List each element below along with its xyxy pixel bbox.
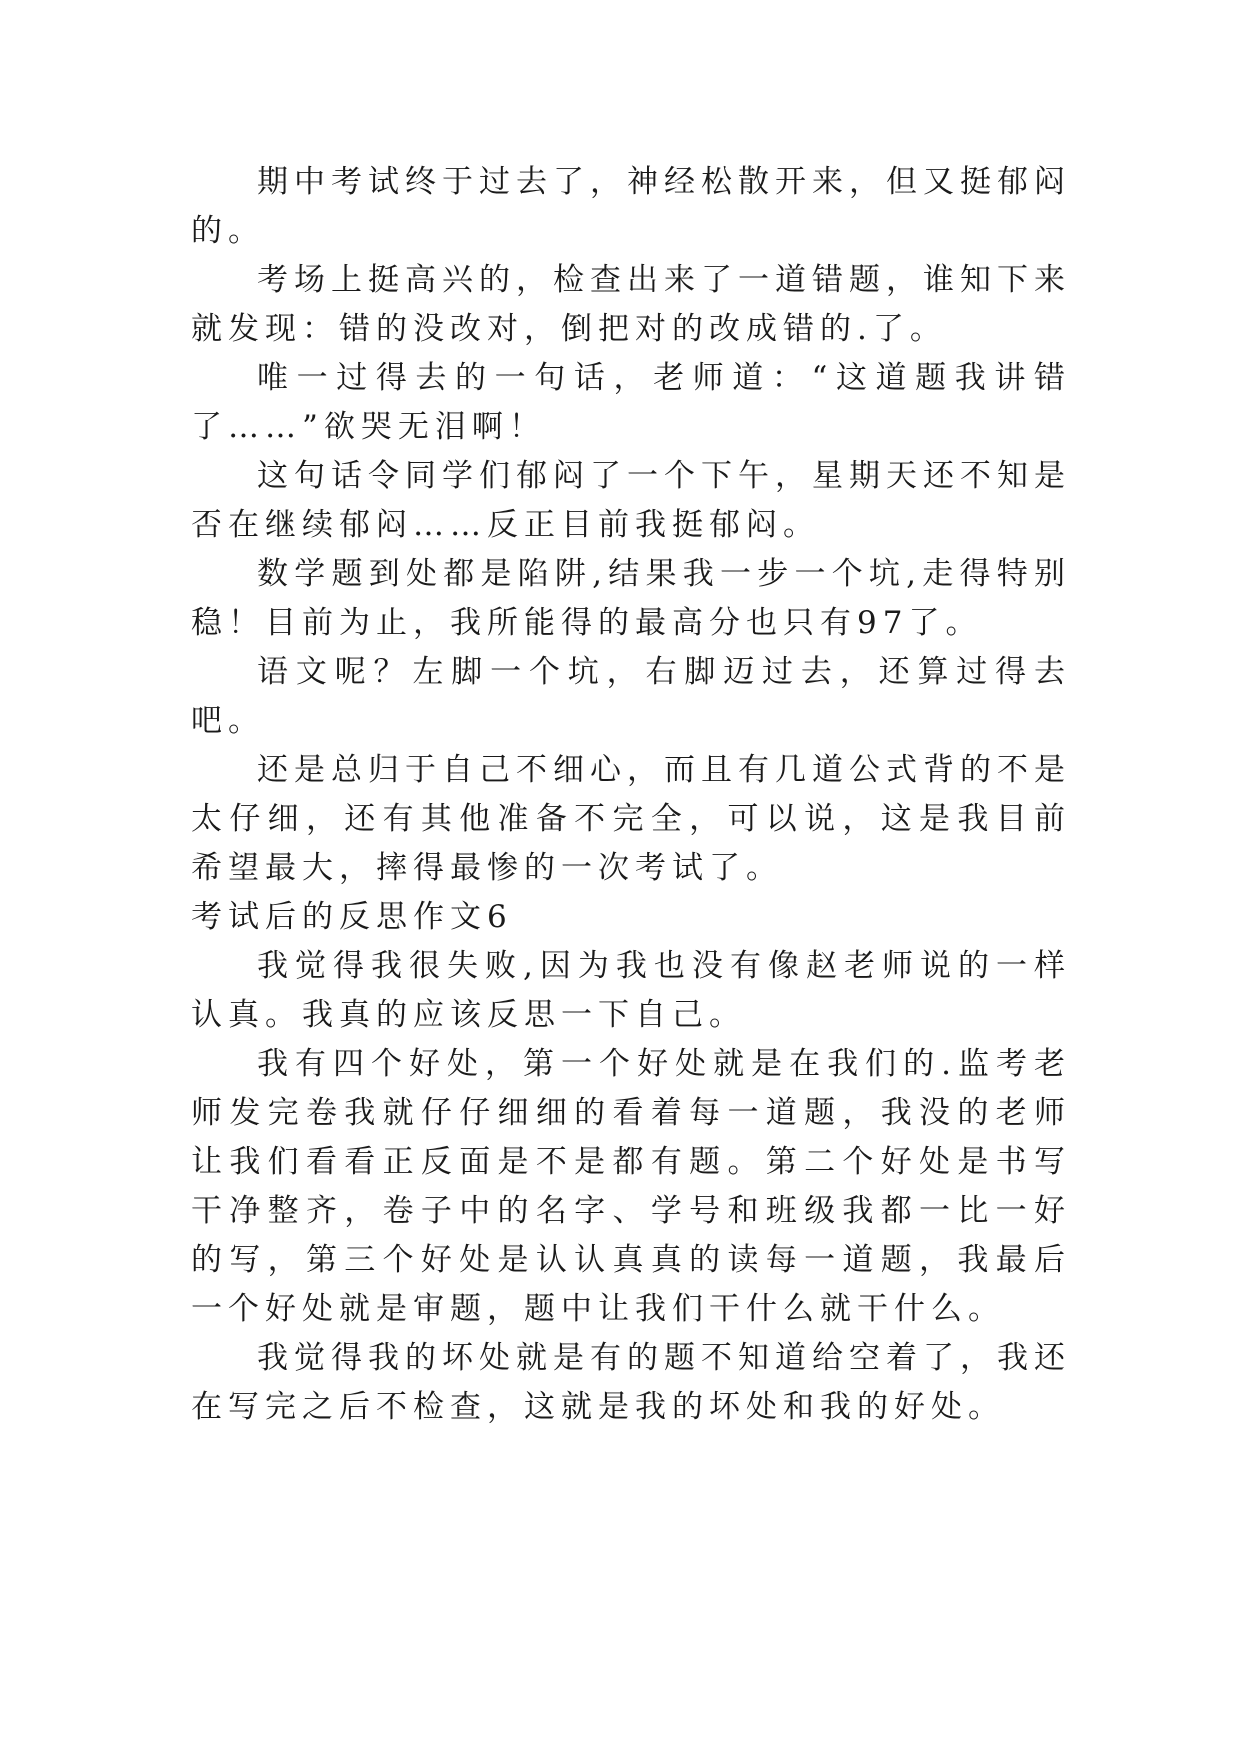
paragraph-4: 这句话令同学们郁闷了一个下午，星期天还不知是否在继续郁闷……反正目前我挺郁闷。	[191, 458, 1071, 543]
paragraph-5: 数学题到处都是陷阱,结果我一步一个坑,走得特别稳！目前为止，我所能得的最高分也只有97了。	[191, 556, 1071, 641]
paragraph-7: 还是总归于自己不细心，而且有几道公式背的不是太仔细，还有其他准备不完全，可以说，这是我目前希望最大，摔得最惨的一次考试了。	[191, 752, 1071, 886]
paragraph-10: 我觉得我的坏处就是有的题不知道给空着了，我还在写完之后不检查，这就是我的坏处和我的好处。	[191, 1340, 1071, 1425]
paragraph-3: 唯一过得去的一句话，老师道：“这道题我讲错了……”欲哭无泪啊！	[191, 360, 1071, 445]
document-body	[191, 158, 1071, 1432]
paragraph-8: 我觉得我很失败,因为我也没有像赵老师说的一样认真。我真的应该反思一下自己。	[191, 948, 1071, 1033]
paragraph-6: 语文呢？左脚一个坑，右脚迈过去，还算过得去吧。	[191, 654, 1071, 739]
paragraph-1: 期中考试终于过去了，神经松散开来，但又挺郁闷的。	[191, 164, 1071, 249]
paragraph-2: 考场上挺高兴的，检查出来了一道错题，谁知下来就发现：错的没改对，倒把对的改成错的.了。	[191, 262, 1071, 347]
paragraph-9: 我有四个好处，第一个好处就是在我们的.监考老师发完卷我就仔仔细细的看着每一道题，我没的老师让我们看看正反面是不是都有题。第二个好处是书写干净整齐，卷子中的名字、学号和班级我都一比一好的写，第三个好处是认认真真的读每一道题，我最后一个好处就是审题，题中让我们干什么就干什么。	[191, 1046, 1071, 1327]
section-title: 考试后的反思作文6	[191, 899, 513, 935]
